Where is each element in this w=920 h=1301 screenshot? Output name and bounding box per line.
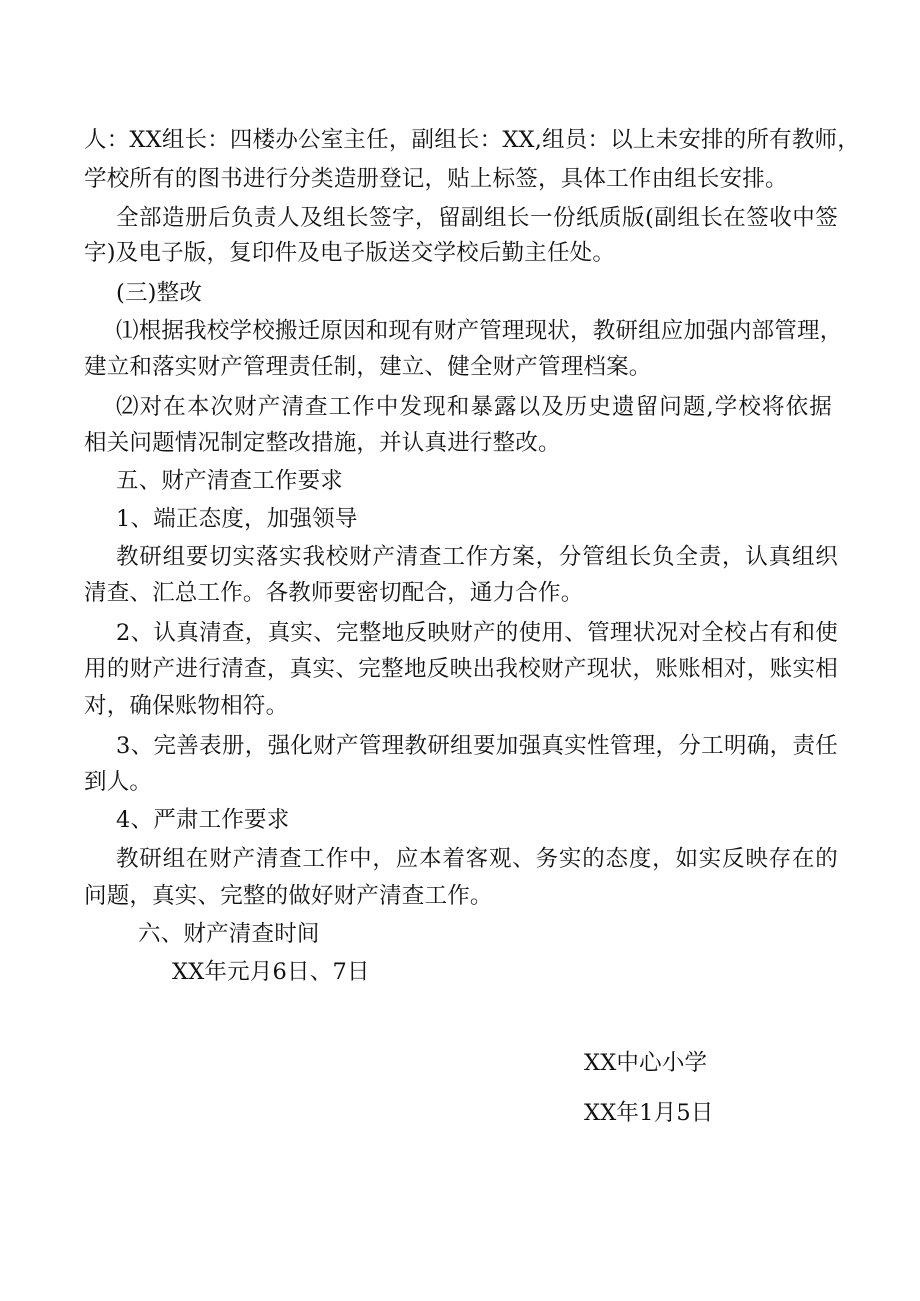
paragraph-line: 全部造册后负责人及组长签字，留副组长一份纸质版(副组长在签收中签 [116,205,838,231]
paragraph-line: 人：XX组长：四楼办公室主任，副组长：XX,组员：以上未安排的所有教师， [84,127,860,153]
paragraph-line: 对，确保账物相符。 [84,693,289,719]
paragraph-line: 相关问题情况制定整改措施，并认真进行整改。 [84,430,561,456]
subsection-heading: 4、严肃工作要求 [116,807,290,833]
section-heading: 六、财产清查时间 [138,921,320,947]
paragraph-line: ⑴根据我校学校搬迁原因和现有财产管理现状，教研组应加强内部管理， [116,318,843,344]
paragraph-line: 教研组要切实落实我校财产清查工作方案，分管组长负全责，认真组织 [116,544,838,570]
paragraph-line: 学校所有的图书进行分类造册登记，贴上标签，具体工作由组长安排。 [84,166,788,192]
section-heading: 五、财产清查工作要求 [116,468,344,494]
date-line: XX年元月6日、7日 [172,959,370,985]
paragraph-line: 2、认真清查，真实、完整地反映财产的使用、管理状况对全校占有和使 [116,620,838,646]
paragraph-line: 问题，真实、完整的做好财产清查工作。 [84,883,493,909]
paragraph-line: 用的财产进行清查，真实、完整地反映出我校财产现状，账账相对，账实相 [84,656,838,682]
paragraph-line: 字)及电子版，复印件及电子版送交学校后勤主任处。 [84,240,616,266]
signature-date: XX年1月5日 [584,1100,714,1126]
signature-school: XX中心小学 [584,1050,708,1076]
subsection-heading: 1、端正态度，加强领导 [116,506,358,532]
paragraph-line: ⑵对在本次财产清查工作中发现和暴露以及历史遗留问题,学校将依据 [116,394,832,420]
paragraph-line: 清查、汇总工作。各教师要密切配合，通力合作。 [84,580,584,606]
paragraph-line: 3、完善表册，强化财产管理教研组要加强真实性管理，分工明确，责任 [116,733,838,759]
paragraph-line: 到人。 [84,769,153,795]
paragraph-line: 建立和落实财产管理责任制，建立、健全财产管理档案。 [84,354,652,380]
section-heading: (三)整改 [116,280,203,306]
paragraph-line: 教研组在财产清查工作中，应本着客观、务实的态度，如实反映存在的 [116,846,838,872]
